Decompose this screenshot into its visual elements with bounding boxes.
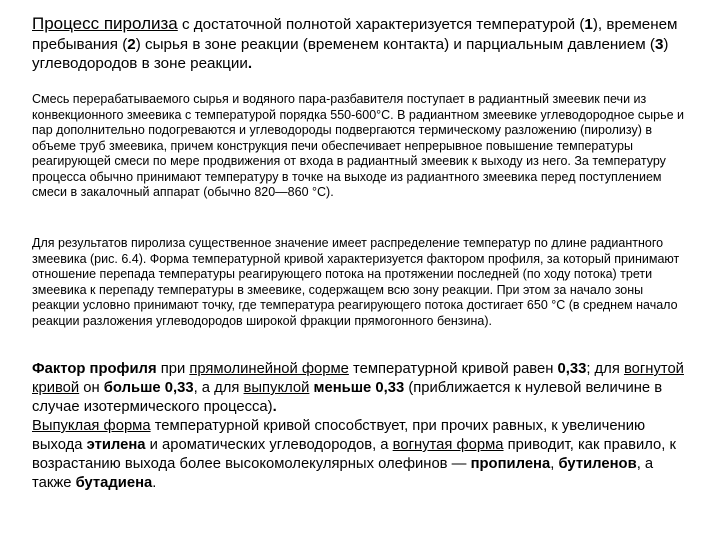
temperature-profile-paragraph: Для результатов пиролиза существенное значение имеет распределение температур по длине радиантного змеевика (рис. 6.4). Форма температурной кривой характеризуется фактором профиля, за который принимают отношение перепада температуры реагирующего потока на протяжении последней (по ходу потока) трети змеевика к перепаду температуры в змеевике, содержащем всю зону реакции. При этом за начало зоны реакции условно принимают точку, где температура реагирующего потока достигает 650 °С (в среднем начало реакции разложения углеводородов широкой фракции прямогонного бензина). bbox=[32, 236, 680, 328]
intro-text: ) сырья в зоне реакции (временем контакта) и парциальным давлением ( bbox=[135, 35, 655, 53]
intro-text: с достаточной полнотой характеризуется температурой ( bbox=[177, 16, 585, 33]
param-number-3: 3 bbox=[654, 35, 664, 53]
conclusion-text: , а также bbox=[32, 456, 654, 491]
conclusion-text: он bbox=[79, 380, 104, 396]
conclusion-text: (приближается к нулевой величине в случае изотермического процесса) bbox=[32, 380, 663, 415]
radiant-coil-paragraph: Смесь перерабатываемого сырья и водяного пара-разбавителя поступает в радиантный змеевик печи из конвекционного змеевика с температурой порядка 550-600°С. В радиантном змеевике углеводородное сырье и пар дополнительно подогреваются и углеводороды подвергаются термическому разложению (пиролизу) в объеме труб змеевика, причем конструкция печи обеспечивает непрерывное повышение температуры реагирующей смеси по мере продвижения от входа в радиантный змеевик к выходу из него. За температуру процесса обычно принимают температуру в точке на выходе из радиантного змеевика перед поступлением смеси в закалочный аппарат (обычно 820—860 °С). bbox=[32, 92, 685, 199]
convex-term: выпуклой bbox=[243, 380, 310, 396]
intro-end: . bbox=[247, 55, 253, 72]
conclusion-text: . bbox=[152, 475, 157, 491]
conclusion-text: приводит, как правило, к возрастанию выхода более высокомолекулярных олефинов — bbox=[32, 437, 676, 472]
conclusion-text: , bbox=[550, 456, 559, 472]
profile-factor-term: Фактор профиля bbox=[32, 361, 157, 377]
conclusion-text: при bbox=[156, 361, 190, 377]
intro-paragraph bbox=[32, 14, 694, 74]
param-number-1: 1 bbox=[584, 16, 593, 33]
value-033: 0,33 bbox=[557, 361, 587, 377]
linear-form-term: прямолинейной форме bbox=[189, 361, 349, 377]
param-number-2: 2 bbox=[127, 35, 136, 53]
conclusion-text: ; для bbox=[586, 361, 624, 377]
conclusion-text: , а для bbox=[193, 380, 244, 396]
conclusion-paragraph bbox=[32, 360, 694, 493]
propylene-term: пропилена bbox=[470, 456, 551, 472]
intro-text: ) углеводородов в зоне реакции bbox=[32, 35, 669, 72]
conclusion-period: . bbox=[272, 399, 277, 415]
concave-form-term: вогнутая форма bbox=[392, 437, 504, 453]
conclusion-text: температурной кривой равен bbox=[348, 361, 558, 377]
more-than-033: больше 0,33 bbox=[103, 380, 194, 396]
conclusion-text: температурной кривой способствует, при прочих равных, к увеличению выхода bbox=[32, 418, 646, 453]
concave-curve-term: вогнутой кривой bbox=[32, 361, 684, 396]
conclusion-text: и ароматических углеводородов, а bbox=[145, 437, 393, 453]
ethylene-term: этилена bbox=[86, 437, 146, 453]
butylenes-term: бутиленов bbox=[558, 456, 637, 472]
intro-text: ), временем пребывания ( bbox=[32, 16, 678, 53]
intro-lead-term: Процесс пиролиза bbox=[32, 14, 178, 33]
less-than-033: меньше 0,33 bbox=[313, 380, 405, 396]
butadiene-term: бутадиена bbox=[75, 475, 153, 491]
convex-form-term: Выпуклая форма bbox=[32, 418, 151, 434]
